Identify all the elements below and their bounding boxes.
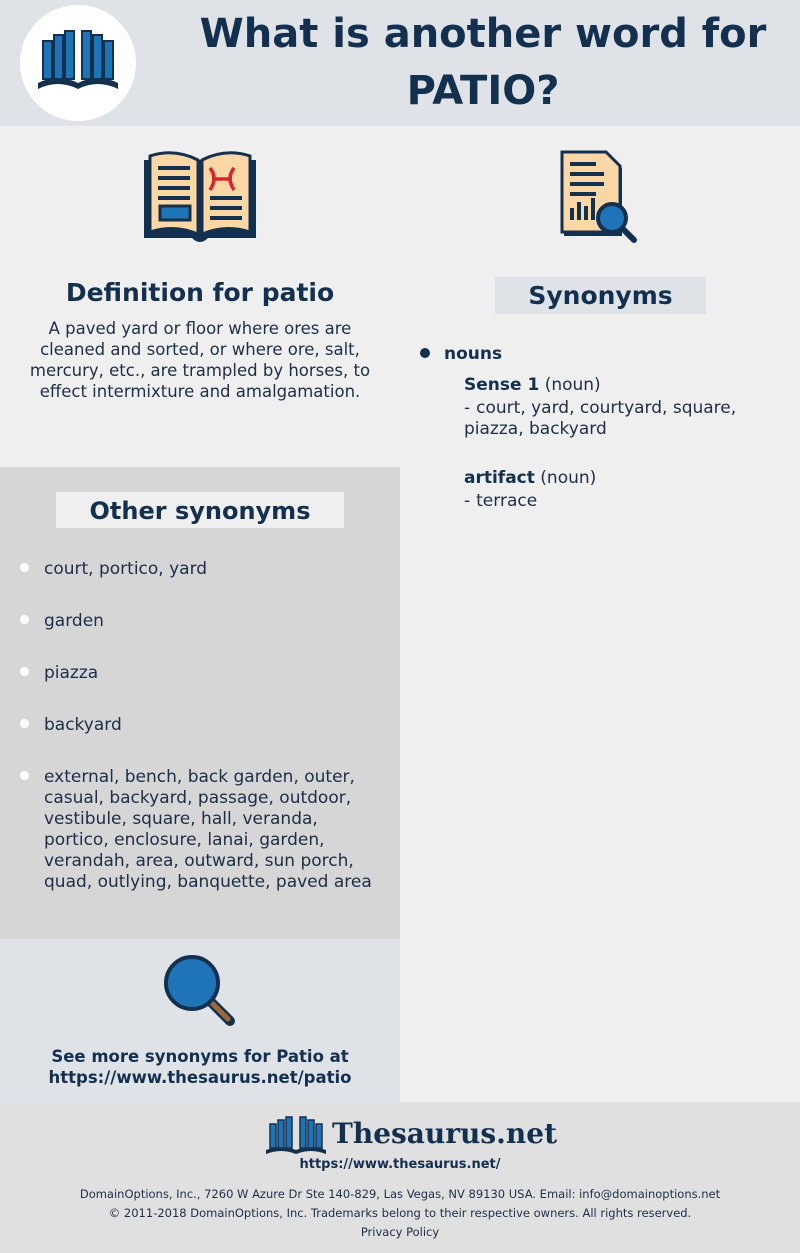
- page-title-line1: What is another word for: [199, 11, 767, 57]
- list-item[interactable]: [20, 715, 380, 736]
- sense-item: [464, 375, 764, 440]
- bullet-icon: [20, 719, 29, 728]
- definition-text: A paved yard or floor where ores are cleaned and sorted, or where ore, salt, mercury, etc., are trampled by horses, to effect intermixture and amalgamation.: [29, 319, 371, 401]
- privacy-policy-link[interactable]: Privacy Policy: [360, 1225, 440, 1239]
- footer-logo[interactable]: [264, 1112, 557, 1158]
- sense-pos: (noun): [544, 375, 601, 395]
- footer-url-link[interactable]: https://www.thesaurus.net/: [299, 1157, 501, 1172]
- magnifier-icon: [160, 953, 240, 1029]
- list-item[interactable]: [20, 767, 380, 893]
- footer-brand: Thesaurus.net: [332, 1117, 557, 1150]
- footer-copyright: © 2011-2018 DomainOptions, Inc. Trademarks belong to their respective owners. All rights reserved.: [108, 1206, 692, 1220]
- sense-name: Sense 1: [464, 375, 540, 395]
- list-item-text: garden: [44, 611, 104, 631]
- sense-name: artifact: [464, 468, 535, 488]
- more-synonyms-url: https://www.thesaurus.net/patio: [48, 1068, 352, 1087]
- page-title: [176, 6, 790, 120]
- synonyms-heading: Synonyms: [495, 277, 706, 314]
- list-item[interactable]: [20, 559, 380, 580]
- open-dictionary-icon: [142, 150, 258, 246]
- sense-words[interactable]: court, yard, courtyard, square, piazza, backyard: [464, 398, 737, 439]
- list-item-text: external, bench, back garden, outer, casual, backyard, passage, outdoor, vestibule, square, hall, veranda, portico, enclosure, lanai, garden, verandah, area, outward, sun porch, quad, outlying, banquette, paved area: [44, 767, 372, 892]
- sense-dash: -: [464, 398, 471, 418]
- other-synonyms-section: [0, 467, 400, 939]
- bullet-icon: [20, 771, 29, 780]
- other-synonyms-list: [20, 559, 380, 924]
- other-synonyms-heading: Other synonyms: [56, 492, 344, 528]
- book-logo-icon: [32, 17, 124, 109]
- left-column: [0, 126, 400, 1102]
- header: [0, 0, 800, 126]
- page-title-line2: PATIO?: [406, 68, 560, 114]
- sense-dash: -: [464, 491, 471, 511]
- list-item-text: court, portico, yard: [44, 559, 208, 579]
- list-item-text: piazza: [44, 663, 99, 683]
- list-item-text: backyard: [44, 715, 122, 735]
- document-search-icon: [560, 150, 640, 246]
- list-item[interactable]: [20, 663, 380, 684]
- sense-pos: (noun): [540, 468, 597, 488]
- site-logo[interactable]: [20, 5, 136, 121]
- more-synonyms-section: [0, 939, 400, 1102]
- book-logo-icon: [264, 1112, 328, 1158]
- footer: [0, 1102, 800, 1253]
- footer-address: DomainOptions, Inc., 7260 W Azure Dr Ste 140-829, Las Vegas, NV 89130 USA. Email: info@domainoptions.net: [79, 1187, 721, 1201]
- definition-heading: Definition for patio: [65, 278, 335, 307]
- sense-words[interactable]: terrace: [476, 491, 538, 511]
- sense-item: [464, 468, 764, 512]
- definition-section: [0, 126, 400, 467]
- list-item[interactable]: [20, 611, 380, 632]
- right-column: [400, 126, 800, 1102]
- bullet-icon: [20, 667, 29, 676]
- more-synonyms-link[interactable]: [20, 1046, 380, 1088]
- more-synonyms-line1: See more synonyms for Patio at: [51, 1047, 349, 1066]
- bullet-icon: [420, 348, 430, 358]
- part-of-speech-label: nouns: [444, 344, 503, 364]
- bullet-icon: [20, 615, 29, 624]
- bullet-icon: [20, 563, 29, 572]
